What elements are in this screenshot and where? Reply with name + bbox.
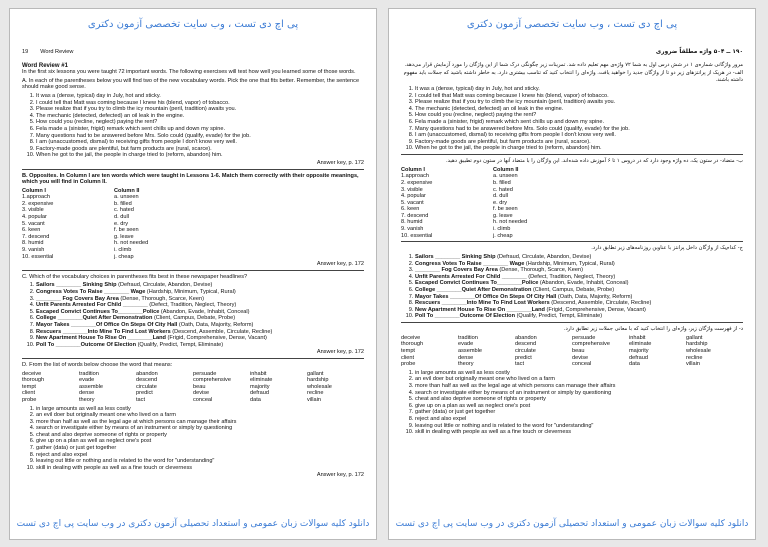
- word-list-item: dense: [458, 354, 474, 361]
- list-item: 1. It was a (dense, typical) day in July, hot and sticky.: [36, 93, 364, 100]
- word-list-item: majority: [250, 383, 270, 390]
- word-list-item: thorough: [22, 377, 45, 384]
- list-item: 9. Factory-made goods are plentiful, but farm products are (rural, scarce).: [36, 146, 364, 153]
- headline-text: Unfit Parents Arrested For Child ________: [415, 273, 527, 280]
- headline-options: (Hardship, Minimum, Typical, Rural): [525, 260, 615, 267]
- right-page: [388, 8, 756, 540]
- list-item: 3. Please realize that if you try to climb the icy mountain (peril, tradition) awaits you.: [36, 106, 364, 113]
- column-1-item: 8. humid: [401, 219, 423, 226]
- part-a-list: [22, 93, 364, 159]
- word-list-item: devise: [572, 354, 589, 361]
- headline-text: Mayor Takes ________Of Office On Steps Of City Hall: [36, 321, 178, 328]
- column-1-item: 8. humid: [22, 240, 44, 247]
- word-list: [401, 335, 743, 368]
- part-b-instructions-fa: ب- متضاد- در ستون یک، ده واژه وجود دارد که در دروس ۱ تا ۶ آموزش داده شده‌اند. این واژگان را با متضاد آنها در ستون دوم تطبیق دهید.: [446, 157, 743, 164]
- list-item: 3. more than half as well as the legal age at which persons can manage their affairs: [36, 419, 364, 426]
- column-2-item: c. hated: [493, 186, 513, 193]
- part-c-instructions: C. Which of the vocabulary choices in parentheses fits best in these newspaper headlines?: [22, 273, 248, 280]
- list-item: 10. When he got to the jail, the people in charge tried to (reform, abandon) him.: [415, 145, 743, 152]
- column-2-item: e. dry: [114, 220, 128, 227]
- headline-text: College ________Quiet After Demonstration: [415, 287, 532, 294]
- headline-options: (Qualify, Predict, Tempt, Eliminate): [516, 313, 603, 320]
- word-list-item: tact: [515, 361, 525, 368]
- word-list-item: comprehensive: [193, 377, 231, 384]
- list-item: 6. Fela made a (sinister, frigid) remark which sent chills up and down my spine.: [415, 119, 743, 126]
- word-list-item: circulate: [136, 383, 157, 390]
- list-item: 5. How could you (recline, neglect) paying the rent?: [415, 112, 743, 119]
- headline-options: (Descend, Assemble, Circulate, Recline): [172, 328, 273, 335]
- headline-item: [36, 335, 364, 342]
- headline-options: (Qualify, Predict, Tempt, Eliminate): [137, 341, 224, 348]
- column-1-item: 2. expensive: [22, 200, 54, 207]
- headline-options: (Oath, Data, Majority, Reform): [557, 293, 633, 300]
- column-1-item: 3. visible: [401, 186, 423, 193]
- word-list-item: devise: [193, 390, 210, 397]
- headline-text: New Apartment House To Rise On ________Land: [415, 306, 545, 313]
- list-item: 8. I am (unaccustomed, dismal) to receiving gifts from people I don't know very well.: [36, 139, 364, 146]
- column-1-item: 7. descend: [401, 212, 429, 219]
- word-list-item: comprehensive: [572, 341, 610, 348]
- list-item: 4. search or investigate either by means of an instrument or simply by questioning: [415, 390, 743, 397]
- headline-options: (Abandon, Evade, Inhabit, Conceal): [160, 308, 250, 315]
- word-list-item: tradition: [79, 370, 99, 377]
- word-list-item: conceal: [193, 396, 213, 403]
- column-1-head: Column I: [22, 187, 46, 194]
- list-item: 4. The mechanic (detected, defected) an oil leak in the engine.: [36, 113, 364, 120]
- word-list-item: abandon: [136, 370, 158, 377]
- column-2-item: g. leave: [493, 212, 513, 219]
- list-item: 5. How could you (recline, neglect) paying the rent?: [36, 119, 364, 126]
- headline-item: [36, 282, 364, 289]
- list-item: 4. The mechanic (detected, defected) an oil leak in the engine.: [415, 106, 743, 113]
- headline-item: [36, 329, 364, 336]
- word-list-item: client: [22, 390, 36, 397]
- headline-text: ________ Fog Covers Bay Area: [415, 267, 498, 274]
- column-2-item: b. filled: [114, 200, 132, 207]
- column-2-item: g. leave: [114, 233, 134, 240]
- word-list-item: tact: [136, 396, 146, 403]
- list-item: 2. I could tell that Matt was coming because I knew his (blend, vapor) of tobacco.: [36, 100, 364, 107]
- word-list-item: assemble: [458, 347, 482, 354]
- word-list-item: villain: [686, 361, 700, 368]
- column-1-item: 2. expensive: [401, 179, 433, 186]
- word-list-item: hardship: [307, 377, 329, 384]
- word-list-item: tradition: [458, 334, 478, 341]
- column-1-item: 10. essential: [22, 253, 54, 260]
- word-list-item: descend: [136, 377, 158, 384]
- headline-options: (Dense, Thorough, Scarce, Keen): [499, 267, 583, 274]
- column-2-item: j. cheap: [114, 253, 134, 260]
- word-list-item: eliminate: [629, 341, 652, 348]
- headline-options: (Client, Campus, Debate, Probe): [153, 315, 236, 322]
- word-list-item: theory: [79, 396, 95, 403]
- word-list-item: conceal: [572, 361, 592, 368]
- headline-item: [415, 294, 743, 301]
- answer-key: Answer key, p. 172: [316, 472, 364, 479]
- list-item: 10. skill in dealing with people as well as a fine touch or cleverness: [36, 465, 364, 472]
- headline-text: Rescuers ________Into Mine To Find Lost Workers: [415, 300, 550, 307]
- column-2-item: h. not needed: [493, 219, 528, 226]
- list-item: 6. give up on a plan as well as neglect one's post: [36, 438, 364, 445]
- word-list-item: defraud: [250, 390, 269, 397]
- left-body: [22, 49, 364, 481]
- part-a-list: [401, 86, 743, 152]
- list-item: 1. in large amounts as well as less costly: [36, 406, 364, 413]
- list-item: 1. in large amounts as well as less costly: [415, 370, 743, 377]
- column-1-item: 4. popular: [401, 193, 426, 200]
- column-2-item: b. filled: [493, 179, 511, 186]
- list-item: 4. search or investigate either by means of an instrument or simply by questioning: [36, 425, 364, 432]
- part-c-list: [401, 254, 743, 320]
- list-item: 10. When he got to the jail, the people in charge tried to (reform, abandon) him.: [36, 152, 364, 159]
- word-list-item: deceive: [22, 370, 42, 377]
- list-item: 9. leaving out little or nothing and is related to the word for "understanding": [36, 458, 364, 465]
- headline-text: Congress Votes To Raise ________ Wage: [415, 260, 525, 267]
- headline-options: (Frigid, Comprehensive, Dense, Vacant): [167, 335, 267, 342]
- word-list-item: recline: [686, 354, 703, 361]
- word-list-item: persuade: [193, 370, 217, 377]
- part-d-instructions: D. From the list of words below choose the word that means:: [22, 361, 173, 368]
- word-list-item: wholesale: [686, 347, 711, 354]
- word-list-item: dense: [79, 390, 95, 397]
- column-2-item: i. climb: [493, 226, 511, 233]
- word-list-item: abandon: [515, 334, 537, 341]
- column-1-item: 5. vacant: [401, 199, 424, 206]
- headline-text: Escaped Convict Continues To________Police: [415, 280, 539, 287]
- right-footer: دانلود کلیه سوالات زبان عمومی و استعداد تحصیلی آزمون دکتری در وب سایت پی اچ دی تست: [395, 519, 749, 529]
- column-1-item: 1.approach: [401, 173, 429, 180]
- part-c-instructions-fa: ج- کدام‌یک از واژگان داخل پرانتز با عناوین روزنامه‌های زیر تطابق دارد.: [591, 245, 743, 252]
- headline-item: [415, 307, 743, 314]
- headline-item: [36, 315, 364, 322]
- word-list-item: evade: [458, 341, 474, 348]
- column-2-item: i. climb: [114, 247, 132, 254]
- word-list-item: inhabit: [250, 370, 267, 377]
- left-page: [9, 8, 377, 540]
- part-a-instructions: A. In each of the parentheses below you will find two of the new vocabulary words. Pick the one that fits better. Remember, the sentence should make good sense.: [22, 77, 360, 91]
- headline-item: [36, 302, 364, 309]
- column-1-item: 6. keen: [22, 227, 41, 234]
- left-footer: دانلود کلیه سوالات زبان عمومی و استعداد تحصیلی آزمون دکتری در وب سایت پی اچ دی تست: [16, 519, 370, 529]
- column-2-item: a. unseen: [114, 194, 139, 201]
- headline-options: (Abandon, Evade, Inhabit, Conceal): [539, 280, 629, 287]
- list-item: 6. give up on a plan as well as neglect one's post: [415, 403, 743, 410]
- headline-text: Congress Votes To Raise ________ Wage: [36, 289, 146, 295]
- divider: [401, 241, 743, 242]
- part-b-instructions: B. Opposites. In Column I are ten words which were taught in Lessons 1-6. Match them correctly with their opposite meanings, which you will find in Column II.: [22, 172, 359, 186]
- headline-options: (Oath, Data, Majority, Reform): [178, 321, 254, 328]
- column-1: [22, 188, 114, 261]
- headline-options: (Dense, Thorough, Scarce, Keen): [120, 295, 204, 302]
- word-list-item: predict: [136, 390, 153, 397]
- headline-item: [415, 267, 743, 274]
- headline-text: Rescuers ________Into Mine To Find Lost Workers: [36, 328, 171, 335]
- word-list-item: persuade: [572, 334, 596, 341]
- list-item: 3. more than half as well as the legal age at which persons can manage their affairs: [415, 383, 743, 390]
- part-d-list: [22, 406, 364, 472]
- word-list-item: beau: [572, 347, 585, 354]
- list-item: 7. gather (data) or just get together: [415, 409, 743, 416]
- word-list-item: evade: [79, 377, 95, 384]
- headline-item: [415, 274, 743, 281]
- list-item: 7. gather (data) or just get together: [36, 445, 364, 452]
- divider: [22, 270, 364, 271]
- list-item: 2. an evil doer but originally meant one who lived on a farm: [415, 376, 743, 383]
- word-list-item: circulate: [515, 347, 536, 354]
- word-list-item: tempt: [401, 347, 415, 354]
- column-1-head: Column I: [401, 166, 425, 173]
- answer-key: Answer key, p. 172: [316, 159, 364, 166]
- headline-item: [415, 300, 743, 307]
- headline-text: Unfit Parents Arrested For Child ________: [36, 302, 148, 309]
- columns: [22, 188, 364, 261]
- word-list-item: predict: [515, 354, 532, 361]
- headline-item: [36, 289, 364, 296]
- word-list-item: gallant: [307, 370, 324, 377]
- word-list-item: recline: [307, 390, 324, 397]
- column-2: [493, 167, 585, 240]
- headline-options: (Defect, Tradition, Neglect, Theory): [528, 273, 616, 280]
- word-list-item: probe: [22, 396, 37, 403]
- headline-item: [415, 254, 743, 261]
- column-2-head: Column II: [493, 166, 519, 173]
- column-1-item: 4. popular: [22, 214, 47, 221]
- column-2-item: f. be seen: [114, 227, 139, 234]
- word-list-item: gallant: [686, 334, 703, 341]
- column-1: [401, 167, 493, 240]
- column-1-item: 1.approach: [22, 194, 50, 201]
- word-list-item: defraud: [629, 354, 648, 361]
- column-1-item: 10. essential: [401, 232, 433, 239]
- list-item: 7. Many questions had to be answered before Mrs. Solo could (qualify, evade) for the job.: [415, 126, 743, 133]
- part-c-list: [22, 282, 364, 348]
- list-item: 6. Fela made a (sinister, frigid) remark which sent chills up and down my spine.: [36, 126, 364, 133]
- headline-item: [36, 342, 364, 349]
- column-2-item: e. dry: [493, 199, 507, 206]
- word-list-item: deceive: [401, 334, 421, 341]
- column-2-item: a. unseen: [493, 173, 518, 180]
- page-number: 19: [22, 49, 29, 55]
- headline-text: Escaped Convict Continues To________Police: [36, 308, 160, 315]
- word-list-item: assemble: [79, 383, 103, 390]
- headline-text: New Apartment House To Rise On ________Land: [36, 335, 166, 342]
- divider: [22, 358, 364, 359]
- column-2-item: d. dull: [114, 214, 129, 221]
- headline-text: ________ Fog Covers Bay Area: [36, 295, 119, 302]
- word-list-item: client: [401, 354, 415, 361]
- headline-text: Sailors ________ Sinking Ship: [415, 254, 496, 261]
- column-2: [114, 188, 206, 261]
- headline-options: (Descend, Assemble, Circulate, Recline): [551, 300, 652, 307]
- list-item: 8. reject and also expel: [36, 452, 364, 459]
- divider: [401, 154, 743, 155]
- right-body: [401, 49, 743, 436]
- word-list-item: villain: [307, 396, 321, 403]
- word-list-item: majority: [629, 347, 649, 354]
- word-list-item: beau: [193, 383, 206, 390]
- column-1-item: 9. vanish: [22, 247, 45, 254]
- running-head: [22, 49, 364, 56]
- headline-item: [36, 322, 364, 329]
- headline-item: [415, 287, 743, 294]
- part-a-instructions-fa: الف- در هریک از پرانتزهای زیر دو تا از واژگان جدید را خواهید یافت. واژه‌ای را انتخاب کنید که تناسب بیشتری دارد. به خاطر داشته باشید که جملات باید مفهوم داشته باشند.: [403, 70, 743, 84]
- running-head-fa: ۱۹۰ ــ ۵۰۴ واژه مطلقاً ضروری: [655, 49, 743, 55]
- word-list-item: eliminate: [250, 377, 273, 384]
- headline-text: Poll To ________Outcome Of Election: [36, 341, 136, 348]
- divider: [22, 169, 364, 170]
- list-item: 8. reject and also expel: [415, 416, 743, 423]
- headline-item: [415, 280, 743, 287]
- word-list-item: inhabit: [629, 334, 646, 341]
- running-title: Word Review: [40, 49, 74, 55]
- headline-options: (Defraud, Circulate, Abandon, Devise): [118, 282, 213, 289]
- headline-item: [415, 261, 743, 268]
- word-list-item: tempt: [22, 383, 36, 390]
- headline-options: (Hardship, Minimum, Typical, Rural): [146, 289, 236, 295]
- word-list-item: data: [250, 396, 261, 403]
- headline-options: (Defect, Tradition, Neglect, Theory): [149, 302, 237, 309]
- list-item: 2. I could tell that Matt was coming because I knew his (blend, vapor) of tobacco.: [415, 93, 743, 100]
- headline-text: Mayor Takes ________Of Office On Steps Of City Hall: [415, 293, 557, 300]
- word-list-item: descend: [515, 341, 537, 348]
- word-list-item: hardship: [686, 341, 708, 348]
- list-item: 1. It was a (dense, typical) day in July, hot and sticky.: [415, 86, 743, 93]
- headline-options: (Defraud, Circulate, Abandon, Devise): [497, 254, 592, 261]
- list-item: 7. Many questions had to be answered before Mrs. Solo could (qualify, evade) for the job.: [36, 133, 364, 140]
- list-item: 9. leaving out little or nothing and is related to the word for "understanding": [415, 423, 743, 430]
- column-2-item: f. be seen: [493, 206, 518, 213]
- headline-item: [36, 309, 364, 316]
- headline-item: [415, 313, 743, 320]
- word-list-item: data: [629, 361, 640, 368]
- column-2-head: Column II: [114, 187, 140, 194]
- column-1-item: 5. vacant: [22, 220, 45, 227]
- right-banner: پی اچ دی تست ، وب سایت تخصصی آزمون دکتری: [466, 19, 678, 30]
- word-list-item: theory: [458, 361, 474, 368]
- headline-text: Poll To ________Outcome Of Election: [415, 313, 515, 320]
- list-item: 9. Factory-made goods are plentiful, but farm products are (rural, scarce).: [415, 139, 743, 146]
- list-item: 10. skill in dealing with people as well as a fine touch or cleverness: [415, 429, 743, 436]
- list-item: 3. Please realize that if you try to climb the icy mountain (peril, tradition) awaits you.: [415, 99, 743, 106]
- headline-text: College ________Quiet After Demonstration: [36, 315, 153, 322]
- left-banner: پی اچ دی تست ، وب سایت تخصصی آزمون دکتری: [87, 19, 299, 30]
- column-2-item: d. dull: [493, 193, 508, 200]
- column-2-item: c. hated: [114, 207, 134, 214]
- intro-fa: مرور واژگانی شماره‌ی ۱ در شش درس اول به شما ۷۲ واژه‌ی مهم تعلیم داده شد. تمرینات زیر چگونگی درک شما از این واژگان را مورد آزمایش قرار می‌دهد.: [404, 61, 743, 68]
- list-item: 5. cheat and also deprive someone of rights or property: [36, 432, 364, 439]
- column-1-item: 9. vanish: [401, 226, 424, 233]
- word-list-item: wholesale: [307, 383, 332, 390]
- word-list-item: probe: [401, 361, 416, 368]
- word-list: [22, 371, 364, 404]
- headline-item: [36, 296, 364, 303]
- part-d-instructions-fa: د- از فهرست واژگان زیر، واژه‌ای را انتخاب کنید که با معانی جملات زیر تطابق دارد.: [563, 325, 743, 332]
- section-title: Word Review #1: [22, 62, 68, 69]
- list-item: 2. an evil doer but originally meant one who lived on a farm: [36, 412, 364, 419]
- column-2-item: h. not needed: [114, 240, 149, 247]
- headline-text: Sailors ________ Sinking Ship: [36, 282, 117, 289]
- part-d-list: [401, 370, 743, 436]
- headline-options: (Client, Campus, Debate, Probe): [532, 287, 615, 294]
- intro-text: In the first six lessons you were taught 72 important words. The following exercises will test how well you learned some of those words.: [22, 69, 356, 76]
- headline-options: (Frigid, Comprehensive, Dense, Vacant): [546, 306, 646, 313]
- divider: [401, 322, 743, 323]
- list-item: 8. I am (unaccustomed, dismal) to receiving gifts from people I don't know very well.: [415, 132, 743, 139]
- columns: [401, 167, 743, 240]
- answer-key: Answer key, p. 172: [316, 261, 364, 268]
- word-list-item: thorough: [401, 341, 424, 348]
- column-1-item: 7. descend: [22, 233, 50, 240]
- column-1-item: 3. visible: [22, 207, 44, 214]
- answer-key: Answer key, p. 172: [316, 349, 364, 356]
- list-item: 5. cheat and also deprive someone of rights or property: [415, 396, 743, 403]
- column-1-item: 6. keen: [401, 206, 420, 213]
- column-2-item: j. cheap: [493, 232, 513, 239]
